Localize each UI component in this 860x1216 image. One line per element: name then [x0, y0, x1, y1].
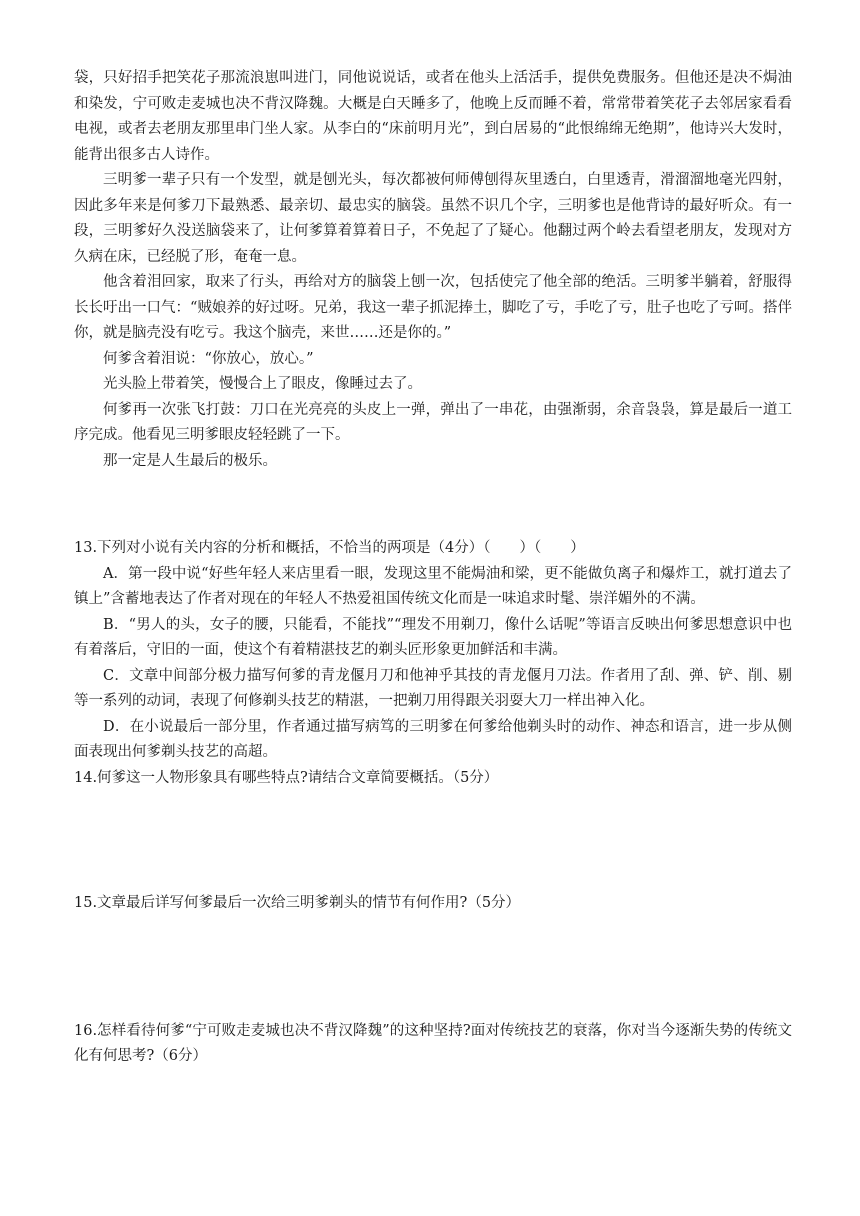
- story-paragraph: 光头脸上带着笑，慢慢合上了眼皮，像睡过去了。: [103, 376, 422, 392]
- story-paragraph: 他含着泪回家，取来了行头，再给对方的脑袋上刨一次，包括使完了他全部的绝活。三明爹半躺着，舒服得长长吁出一口气：“贼娘养的好过呀。兄弟，我这一辈子抓泥捧土，脚吃了亏，手吃了亏，肚子也吃了亏呵。搭伴你，就是脑壳没有吃亏。我这个脑壳，来世……还是你的。”: [74, 274, 792, 341]
- exam-page: [74, 66, 792, 1070]
- question-16: 16.怎样看待何爹“宁可败走麦城也决不背汉降魏”的这种坚持?面对传统技艺的衰落，你对当今逐渐失势的传统文化有何思考?（6分）: [74, 1022, 792, 1064]
- question-13-option-c: C．文章中间部分极力描写何爹的青龙偃月刀和他神乎其技的青龙偃月刀法。作者用了刮、弹、铲、削、剔等一系列的动词，表现了何修剃头技艺的精湛，一把剃刀用得跟关羽耍大刀一样出神入化。: [74, 667, 792, 709]
- question-13-option-d: D．在小说最后一部分里，作者通过描写病笃的三明爹在何爹给他剃头时的动作、神态和语言，进一步从侧面表现出何爹剃头技艺的高超。: [74, 718, 792, 760]
- answer-space-14: [74, 791, 792, 891]
- question-13-stem: 13.下列对小说有关内容的分析和概括，不恰当的两项是（4分）（ ）（ ）: [74, 540, 585, 556]
- story-paragraph: 何爹含着泪说：“你放心，放心。”: [103, 350, 314, 367]
- question-13-option-a: A．第一段中说“好些年轻人来店里看一眼，发现这里不能焗油和梁，更不能做负离子和爆炸工，就打道去了镇上”含蓄地表达了作者对现在的年轻人不热爱祖国传统文化而是一味追求时髦、崇洋媚外的不满。: [74, 565, 792, 607]
- story-paragraph: 何爹再一次张飞打鼓：刀口在光亮亮的头皮上一弹，弹出了一串花，由强渐弱，余音袅袅，算是最后一道工序完成。他看见三明爹眼皮轻轻跳了一下。: [74, 401, 792, 443]
- question-14: 14.何爹这一人物形象具有哪些特点?请结合文章简要概括。（5分）: [74, 769, 499, 786]
- question-13-option-b: B．“男人的头，女子的腰，只能看，不能找”“理发不用剃刀，像什么话呢”等语言反映出何爹思想意识中也有着落后，守旧的一面，使这个有着精湛技艺的剃头匠形象更加鲜活和丰满。: [74, 616, 792, 658]
- story-paragraph: 袋，只好招手把笑花子那流浪崽叫进门，同他说说话，或者在他头上活活手，提供免费服务。但他还是决不焗油和染发，宁可败走麦城也决不背汉降魏。大概是白天睡多了，他晚上反而睡不着，常常带着笑花子去邻居家看看电视，或者去老朋友那里串门坐人家。从李白的“床前明月光”，到白居易的“此恨绵绵无绝期”，他诗兴大发时，能背出很多古人诗作。: [74, 70, 792, 163]
- answer-space-15: [74, 917, 792, 1019]
- story-paragraph: 三明爹一辈子只有一个发型，就是刨光头，每次都被何师傅刨得灰里透白，白里透青，滑溜溜地毫光四射，因此多年来是何爹刀下最熟悉、最亲切、最忠实的脑袋。虽然不识几个字，三明爹也是他背诗的最好听众。有一段，三明爹好久没送脑袋来了，让何爹算着算着日子，不免起了了疑心。他翻过两个岭去看望老朋友，发现对方久病在床，已经脱了形，奄奄一息。: [74, 172, 792, 265]
- question-15: 15.文章最后详写何爹最后一次给三明爹剃头的情节有何作用?（5分）: [74, 895, 521, 911]
- section-gap: [74, 474, 792, 536]
- story-paragraph: 那一定是人生最后的极乐。: [103, 452, 277, 469]
